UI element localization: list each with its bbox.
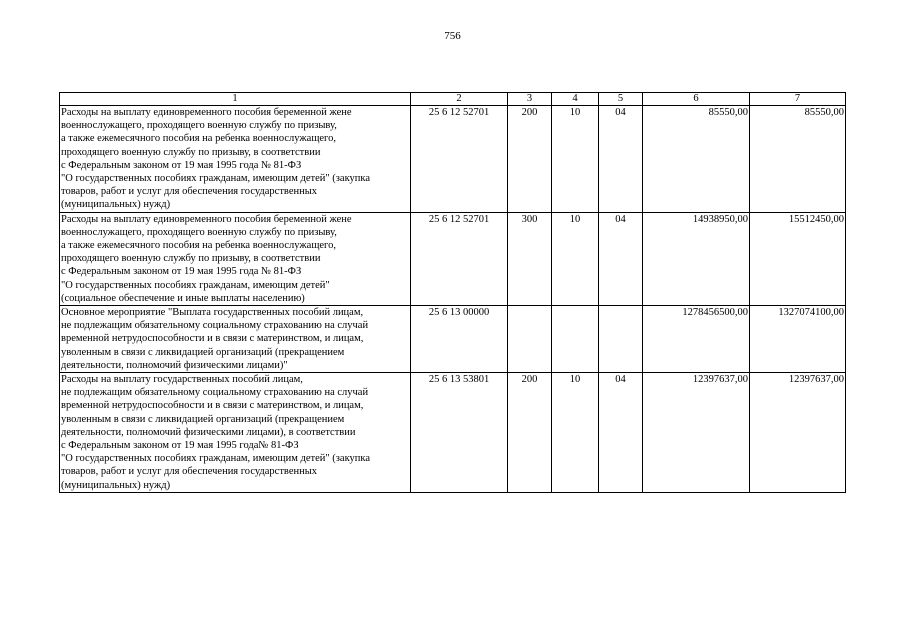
- row-description: Основное мероприятие "Выплата государственных пособий лицам, не подлежащим обязательному социальному страхованию на случай временной нетрудоспособности и в связи с материнством, и лицам, уволенным в связи с ликвидацией организаций (прекращением деятельности, полномочий физическими лицами)": [60, 306, 411, 373]
- table-row: [60, 212, 846, 305]
- row-col-4: 10: [552, 106, 599, 213]
- column-header-3: 3: [508, 93, 552, 106]
- row-amount-6: 12397637,00: [643, 373, 750, 493]
- row-col-4: 10: [552, 212, 599, 305]
- table-row: [60, 373, 846, 493]
- row-col-3: 200: [508, 106, 552, 213]
- column-header-4: 4: [552, 93, 599, 106]
- row-description: Расходы на выплату единовременного пособия беременной жене военнослужащего, проходящего военную службу по призыву, а также ежемесячного пособия на ребенка военнослужащего, проходящего военную службу по призыву, в соответствии с Федеральным законом от 19 мая 1995 года № 81-ФЗ "О государственных пособиях гражданам, имеющим детей" (социальное обеспечение и иные выплаты населению): [60, 212, 411, 305]
- page-number: 756: [444, 30, 461, 42]
- column-header-2: 2: [411, 93, 508, 106]
- row-col-4: [552, 306, 599, 373]
- table-header-row: [60, 93, 846, 106]
- row-description: Расходы на выплату единовременного пособия беременной жене военнослужащего, проходящего военную службу по призыву, а также ежемесячного пособия на ребенка военнослужащего, проходящего военную службу по призыву, в соответствии с Федеральным законом от 19 мая 1995 года № 81-ФЗ "О государственных пособиях гражданам, имеющим детей" (закупка товаров, работ и услуг для обеспечения государственных (муниципальных) нужд): [60, 106, 411, 213]
- row-amount-6: 85550,00: [643, 106, 750, 213]
- row-amount-7: 85550,00: [750, 106, 846, 213]
- row-col-5: 04: [599, 106, 643, 213]
- row-amount-6: 14938950,00: [643, 212, 750, 305]
- row-target-code: 25 6 13 53801: [411, 373, 508, 493]
- row-target-code: 25 6 12 52701: [411, 106, 508, 213]
- row-target-code: 25 6 13 00000: [411, 306, 508, 373]
- row-description: Расходы на выплату государственных пособий лицам, не подлежащим обязательному социальному страхованию на случай временной нетрудоспособности и в связи с материнством, и лицам, уволенным в связи с ликвидацией организаций (прекращением деятельности, полномочий физическими лицами), в соответствии с Федеральным законом от 19 мая 1995 года№ 81-ФЗ "О государственных пособиях гражданам, имеющим детей" (закупка товаров, работ и услуг для обеспечения государственных (муниципальных) нужд): [60, 373, 411, 493]
- table-row: [60, 106, 846, 213]
- row-col-5: [599, 306, 643, 373]
- table-row: [60, 306, 846, 373]
- column-header-7: 7: [750, 93, 846, 106]
- row-col-5: 04: [599, 373, 643, 493]
- column-header-1: 1: [60, 93, 411, 106]
- column-header-6: 6: [643, 93, 750, 106]
- row-amount-7: 1327074100,00: [750, 306, 846, 373]
- budget-table: [59, 92, 846, 493]
- row-amount-7: 15512450,00: [750, 212, 846, 305]
- row-col-5: 04: [599, 212, 643, 305]
- row-col-3: 300: [508, 212, 552, 305]
- column-header-5: 5: [599, 93, 643, 106]
- row-col-4: 10: [552, 373, 599, 493]
- row-target-code: 25 6 12 52701: [411, 212, 508, 305]
- row-amount-6: 1278456500,00: [643, 306, 750, 373]
- row-col-3: 200: [508, 373, 552, 493]
- row-amount-7: 12397637,00: [750, 373, 846, 493]
- row-col-3: [508, 306, 552, 373]
